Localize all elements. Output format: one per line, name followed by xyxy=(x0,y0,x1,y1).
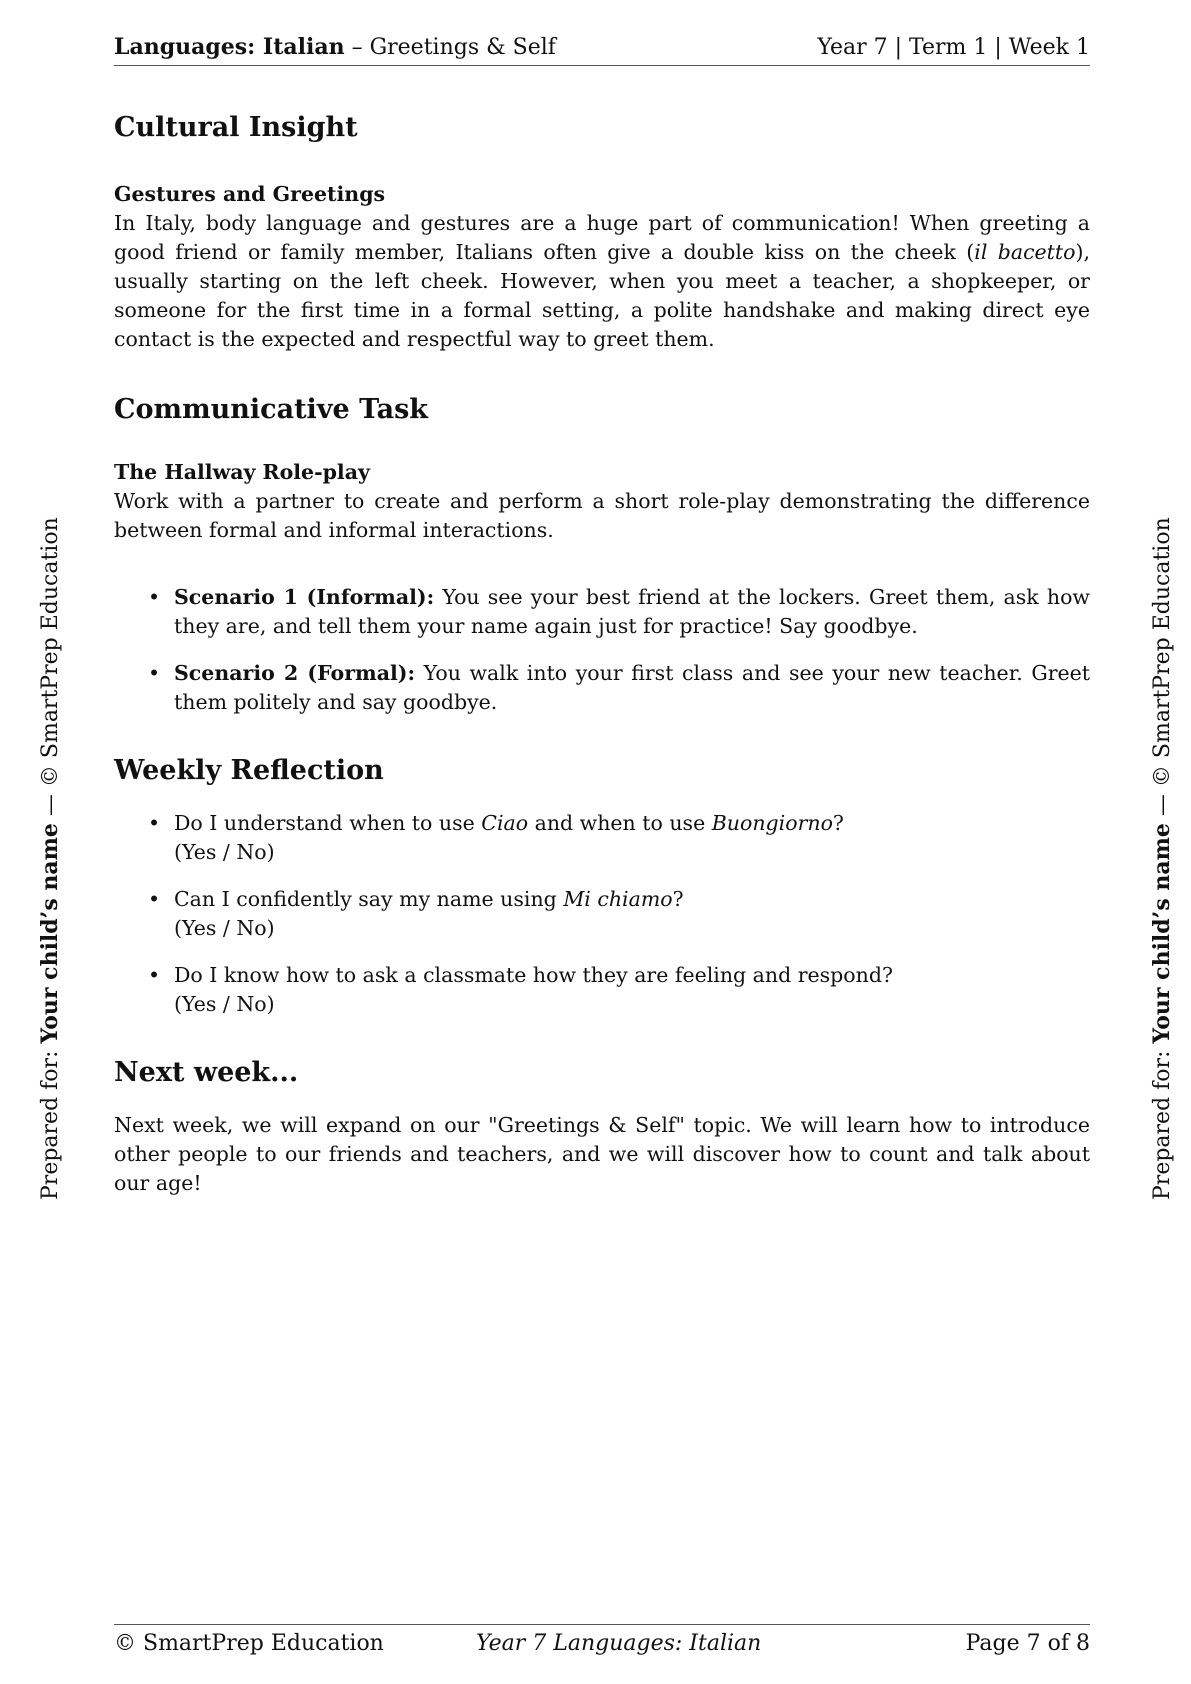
subsection-title: The Hallway Role-play xyxy=(114,460,370,484)
list-item xyxy=(114,659,1090,717)
footer-page-number: Page 7 of 8 xyxy=(965,1631,1090,1656)
list-item xyxy=(114,885,1090,943)
scenario-text: You walk into your first class and see your new teacher. Greet them politely and say goodbye. xyxy=(174,661,1091,714)
italic-term: Buongiorno xyxy=(711,811,833,835)
bullet-icon: • xyxy=(148,963,161,987)
cultural-insight-section xyxy=(114,110,1090,354)
section-title: Next week... xyxy=(114,1057,299,1088)
bullet-icon: • xyxy=(148,585,161,609)
bullet-icon: • xyxy=(148,887,161,911)
list-item xyxy=(114,583,1090,641)
list-item xyxy=(114,809,1090,867)
scenario-label: Scenario 1 (Informal): xyxy=(174,585,435,609)
italic-term: il bacetto xyxy=(974,240,1076,264)
paragraph: Work with a partner to create and perform a short role-play demonstrating the difference between formal and informal interactions. xyxy=(114,489,1090,542)
side-prefix: Prepared for: xyxy=(38,1043,63,1200)
header-subject xyxy=(114,32,556,63)
section-title: Communicative Task xyxy=(114,394,428,425)
header-subject-rest: – Greetings & Self xyxy=(344,35,556,60)
next-week-section xyxy=(114,1055,1090,1198)
text-run: In Italy, body language and gestures are a huge part of communication! When greeting a good friend or family member, Italians often give a double kiss on the cheek ( xyxy=(114,211,1090,264)
list-item xyxy=(114,961,1090,1019)
scenario-list xyxy=(114,583,1090,717)
main-content xyxy=(114,110,1090,1198)
yes-no-answer: (Yes / No) xyxy=(174,840,275,864)
side-watermark-left xyxy=(36,517,65,1200)
side-name: Your child’s name xyxy=(37,823,63,1044)
side-name: Your child’s name xyxy=(1149,823,1175,1044)
paragraph xyxy=(114,209,1090,354)
header-subject-bold: Languages: Italian xyxy=(114,34,345,60)
yes-no-answer: (Yes / No) xyxy=(174,916,275,940)
text-run: Can I confidently say my name using xyxy=(174,887,564,911)
section-title: Weekly Reflection xyxy=(114,755,384,786)
yes-no-answer: (Yes / No) xyxy=(174,992,275,1016)
italic-term: Ciao xyxy=(481,811,529,835)
side-watermark-right xyxy=(1148,517,1177,1200)
weekly-reflection-section xyxy=(114,753,1090,1019)
text-run: and when to use xyxy=(528,811,712,835)
side-suffix: — © SmartPrep Education xyxy=(38,517,63,824)
text-run: Do I understand when to use xyxy=(174,811,482,835)
communicative-task-section xyxy=(114,392,1090,717)
paragraph: Next week, we will expand on our "Greetings & Self" topic. We will learn how to introduce other people to our friends and teachers, and we will discover how to count and talk about our age! xyxy=(114,1113,1090,1195)
page-header xyxy=(114,32,1090,66)
bullet-icon: • xyxy=(148,661,161,685)
section-title: Cultural Insight xyxy=(114,112,358,143)
text-run: ? xyxy=(832,811,844,835)
subsection-title: Gestures and Greetings xyxy=(114,182,386,206)
scenario-text: You see your best friend at the lockers. Greet them, ask how they are, and tell them your name again just for practice! Say goodbye. xyxy=(174,585,1090,638)
reflection-list xyxy=(114,809,1090,1019)
scenario-label: Scenario 2 (Formal): xyxy=(174,661,416,685)
side-prefix: Prepared for: xyxy=(1150,1043,1175,1200)
header-year-term-week: Year 7 | Term 1 | Week 1 xyxy=(817,35,1090,60)
text-run: ), usually starting on the left cheek. However, when you meet a teacher, a shopkeeper, or someone for the first time in a formal setting, a polite handshake and making direct eye contact is the expected and respectful way to greet them. xyxy=(114,240,1091,351)
footer-copyright: © SmartPrep Education xyxy=(114,1631,384,1656)
text-run: Do I know how to ask a classmate how they are feeling and respond? xyxy=(174,963,893,987)
text-run: ? xyxy=(672,887,684,911)
italic-term: Mi chiamo xyxy=(563,887,673,911)
side-suffix: — © SmartPrep Education xyxy=(1150,517,1175,824)
bullet-icon: • xyxy=(148,811,161,835)
footer-course: Year 7 Languages: Italian xyxy=(476,1631,762,1656)
page-footer xyxy=(114,1624,1090,1659)
